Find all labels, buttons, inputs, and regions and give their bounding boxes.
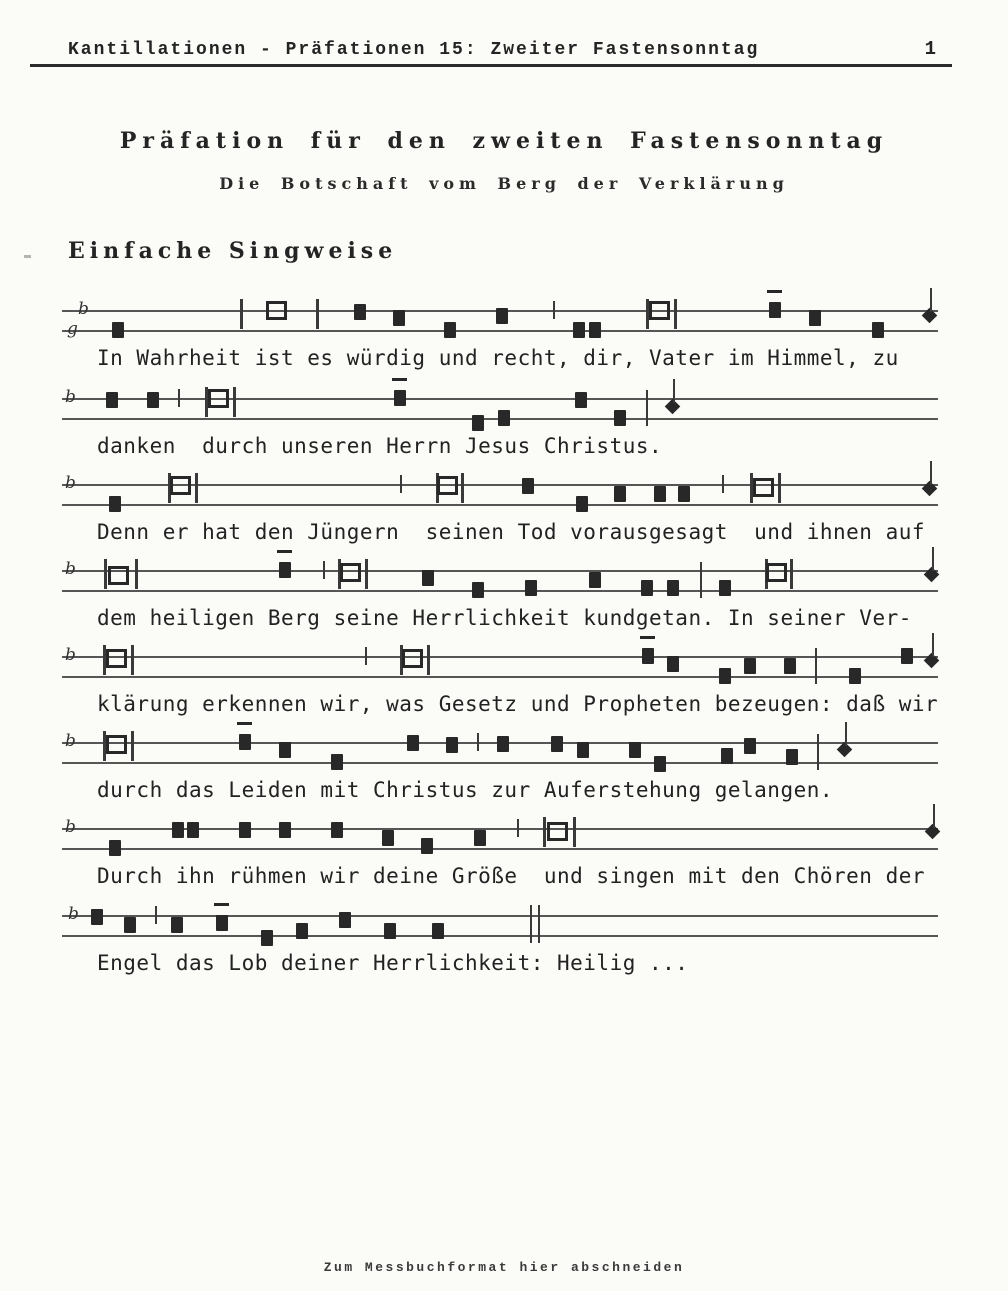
final-note-stroke — [930, 461, 932, 485]
page-number: 1 — [924, 38, 938, 60]
episema-dash — [767, 290, 782, 293]
section-heading: Einfache Singweise — [68, 238, 398, 264]
chant-note — [384, 923, 396, 939]
final-note-stroke — [932, 547, 934, 571]
recitation-note — [208, 389, 229, 408]
recitation-barline — [316, 299, 319, 329]
quarter-barline — [477, 733, 479, 751]
chant-note — [641, 580, 653, 596]
chant-note — [667, 580, 679, 596]
staff-line — [62, 590, 938, 592]
chant-note — [786, 749, 798, 765]
quarter-barline — [178, 389, 180, 407]
chant-note — [678, 486, 690, 502]
lyric-line: Denn er hat den Jüngern seinen Tod vorausgesagt und ihnen auf — [97, 520, 926, 544]
doc-title: Präfation für den zweiten Fastensonntag — [119, 128, 889, 154]
recitation-note — [766, 563, 787, 582]
staff-line — [62, 570, 938, 572]
chant-note — [654, 756, 666, 772]
chant-note — [614, 486, 626, 502]
staff-line — [62, 484, 938, 486]
lyric-line: durch das Leiden mit Christus zur Auferstehung gelangen. — [97, 778, 834, 802]
chant-note — [279, 742, 291, 758]
chant-note — [474, 830, 486, 846]
recitation-barline — [240, 299, 243, 329]
recitation-barline — [461, 473, 464, 503]
staff-line — [62, 915, 938, 917]
staff-line — [62, 330, 938, 332]
chant-note — [901, 648, 913, 664]
final-note-stroke — [845, 722, 847, 746]
clef-letter: b — [65, 559, 76, 579]
final-note-stroke — [930, 288, 932, 312]
staff-line — [62, 935, 938, 937]
chant-note — [809, 310, 821, 326]
episema-dash — [214, 903, 229, 906]
chant-note — [296, 923, 308, 939]
lyric-line: dem heiligen Berg seine Herrlichkeit kundgetan. In seiner Ver- — [97, 606, 912, 630]
lyric-line: Engel das Lob deiner Herrlichkeit: Heilig ... — [97, 951, 689, 975]
chant-note — [239, 822, 251, 838]
chant-staff — [0, 875, 1008, 987]
staff-line — [62, 504, 938, 506]
episema-dash — [640, 636, 655, 639]
chant-note — [496, 308, 508, 324]
recitation-barline — [543, 817, 546, 847]
chant-note — [654, 486, 666, 502]
recitation-barline — [131, 645, 134, 675]
recitation-barline — [790, 559, 793, 589]
recitation-note — [266, 301, 287, 320]
clef-letter: b — [68, 904, 79, 924]
final-note-stroke — [932, 633, 934, 657]
chant-note — [239, 734, 251, 750]
recitation-note — [108, 566, 129, 585]
chant-note — [744, 738, 756, 754]
chant-note — [407, 735, 419, 751]
recitation-note — [340, 563, 361, 582]
chant-note — [525, 580, 537, 596]
staff-line — [62, 398, 938, 400]
final-note-stroke — [933, 804, 935, 828]
recitation-barline — [674, 299, 677, 329]
chant-note — [331, 822, 343, 838]
chant-note — [279, 822, 291, 838]
clef-letter: b — [65, 731, 76, 751]
staff-line — [62, 676, 938, 678]
chant-note — [498, 410, 510, 426]
clef-letter: b — [65, 387, 76, 407]
recitation-barline — [427, 645, 430, 675]
chant-note — [551, 736, 563, 752]
chant-note — [719, 580, 731, 596]
episema-dash — [392, 378, 407, 381]
chant-note — [109, 840, 121, 856]
chant-note — [589, 572, 601, 588]
chant-note — [589, 322, 601, 338]
recitation-barline — [135, 559, 138, 589]
chant-note — [849, 668, 861, 684]
chant-note — [382, 830, 394, 846]
episema-dash — [277, 550, 292, 553]
doc-subtitle: Die Botschaft vom Berg der Verklärung — [219, 174, 789, 193]
full-barline — [815, 648, 817, 684]
lyric-line: danken durch unseren Herrn Jesus Christus. — [97, 434, 663, 458]
chant-note — [331, 754, 343, 770]
chant-note — [577, 742, 589, 758]
chant-note — [394, 390, 406, 406]
quarter-barline — [517, 819, 519, 837]
chant-note — [91, 909, 103, 925]
recitation-note — [170, 476, 191, 495]
clef-letter: b — [65, 645, 76, 665]
chant-note — [444, 322, 456, 338]
chant-note — [422, 570, 434, 586]
chant-note — [522, 478, 534, 494]
recitation-barline — [104, 559, 107, 589]
episema-dash — [237, 722, 252, 725]
clef-letter: b — [65, 817, 76, 837]
staff-line — [62, 848, 938, 850]
chant-note — [629, 742, 641, 758]
recitation-note — [437, 476, 458, 495]
footer-note: Zum Messbuchformat hier abschneiden — [323, 1260, 685, 1275]
recitation-barline — [573, 817, 576, 847]
chant-note — [124, 917, 136, 933]
chant-note — [719, 668, 731, 684]
recitation-barline — [233, 387, 236, 417]
chant-note — [446, 737, 458, 753]
chant-note — [216, 915, 228, 931]
chant-note — [339, 912, 351, 928]
full-barline — [646, 390, 648, 426]
chant-note — [109, 496, 121, 512]
clef-letter: b — [78, 299, 89, 319]
chant-note — [614, 410, 626, 426]
chant-note — [472, 415, 484, 431]
chant-note — [769, 302, 781, 318]
lyric-line: In Wahrheit ist es würdig und recht, dir, Vater im Himmel, zu — [97, 346, 899, 370]
double-barline — [530, 905, 540, 943]
recitation-note — [106, 649, 127, 668]
chant-note — [432, 923, 444, 939]
chant-note — [667, 656, 679, 672]
scan-artifact — [24, 255, 31, 258]
quarter-barline — [155, 906, 157, 924]
chant-note — [472, 582, 484, 598]
chant-note — [573, 322, 585, 338]
quarter-barline — [400, 475, 402, 493]
staff-line — [62, 762, 938, 764]
final-note-stroke — [673, 379, 675, 403]
chant-note — [261, 930, 273, 946]
recitation-barline — [778, 473, 781, 503]
chant-note — [744, 658, 756, 674]
full-barline — [700, 562, 702, 598]
clef-letter: b — [65, 473, 76, 493]
lyric-line: klärung erkennen wir, was Gesetz und Propheten bezeugen: daß wir — [97, 692, 939, 716]
chant-note — [575, 392, 587, 408]
chant-note — [279, 562, 291, 578]
quarter-barline — [323, 561, 325, 579]
recitation-barline — [131, 731, 134, 761]
chant-note — [112, 322, 124, 338]
quarter-barline — [553, 301, 555, 319]
chant-note — [576, 496, 588, 512]
header-title: Kantillationen - Präfationen 15: Zweiter Fastensonntag — [68, 40, 760, 60]
chant-note — [187, 822, 199, 838]
chant-note — [393, 310, 405, 326]
recitation-note — [753, 478, 774, 497]
chant-note — [147, 392, 159, 408]
chant-note — [106, 392, 118, 408]
chant-note — [497, 736, 509, 752]
recitation-barline — [365, 559, 368, 589]
chant-note — [872, 322, 884, 338]
chant-note — [421, 838, 433, 854]
chant-note — [354, 304, 366, 320]
chant-note — [642, 648, 654, 664]
recitation-note — [402, 649, 423, 668]
recitation-note — [649, 301, 670, 320]
full-barline — [817, 734, 819, 770]
clef-letter: g — [67, 319, 78, 339]
chant-note — [171, 917, 183, 933]
recitation-note — [106, 735, 127, 754]
chant-note — [172, 822, 184, 838]
lyric-line: Durch ihn rühmen wir deine Größe und singen mit den Chören der — [97, 864, 926, 888]
recitation-note — [547, 822, 568, 841]
chant-note — [784, 658, 796, 674]
quarter-barline — [365, 647, 367, 665]
staff-line — [62, 656, 938, 658]
recitation-barline — [195, 473, 198, 503]
quarter-barline — [722, 475, 724, 493]
chant-note — [721, 748, 733, 764]
